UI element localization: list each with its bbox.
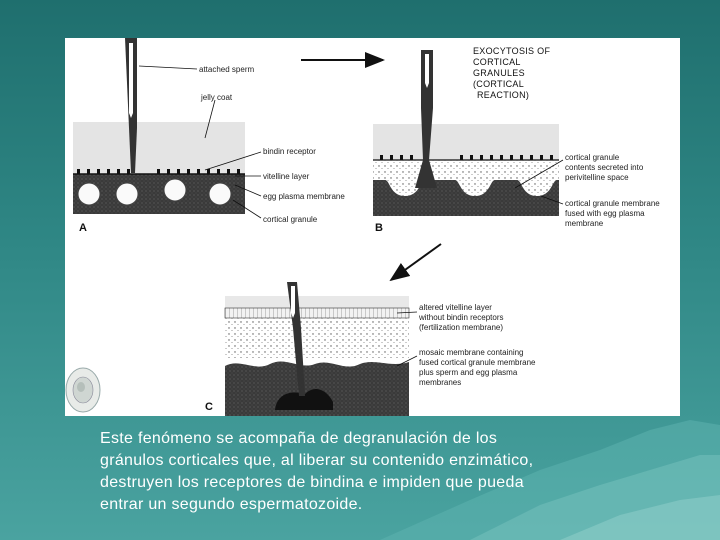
label-altered-layer-2: without bindin receptors	[419, 313, 504, 322]
label-mosaic-3: plus sperm and egg plasma	[419, 368, 518, 377]
panel-b	[373, 46, 660, 234]
header-line-5: REACTION)	[477, 90, 530, 100]
label-granule-contents-1: cortical granule	[565, 153, 620, 162]
label-granule-membrane-3: membrane	[565, 219, 604, 228]
label-vitelline-layer: vitelline layer	[263, 172, 310, 181]
caption-line-1: Este fenómeno se acompaña de degranulación de los	[100, 430, 498, 447]
egg-emblem-icon	[66, 368, 100, 412]
panel-c	[205, 282, 536, 416]
header-line-2: CORTICAL	[473, 57, 521, 67]
label-mosaic-2: fused cortical granule membrane	[419, 358, 536, 367]
label-jelly-coat: jelly coat	[201, 93, 233, 102]
panel-a-letter: A	[79, 222, 87, 234]
panel-b-letter: B	[375, 222, 383, 234]
label-granule-membrane-2: fused with egg plasma	[565, 209, 645, 218]
header-line-1: EXOCYTOSIS OF	[473, 46, 551, 56]
caption-line-3: destruyen los receptores de bindina e impiden que pueda	[100, 474, 524, 491]
panel-a	[73, 38, 345, 234]
label-cortical-granule: cortical granule	[263, 215, 318, 224]
caption-text	[100, 428, 660, 516]
label-mosaic-1: mosaic membrane containing	[419, 348, 524, 357]
label-bindin-receptor: bindin receptor	[263, 147, 316, 156]
panel-b-header	[473, 46, 550, 100]
header-line-4: (CORTICAL	[473, 79, 525, 89]
label-altered-layer-1: altered vitelline layer	[419, 303, 492, 312]
label-mosaic-4: membranes	[419, 378, 462, 387]
fertilization-diagram	[65, 38, 680, 416]
arrow-b-to-c	[391, 244, 441, 280]
label-granule-contents-2: contents secreted into	[565, 163, 644, 172]
label-attached-sperm: attached sperm	[199, 65, 255, 74]
label-egg-plasma-membrane: egg plasma membrane	[263, 192, 345, 201]
label-granule-membrane-1: cortical granule membrane	[565, 199, 660, 208]
header-line-3: GRANULES	[473, 68, 525, 78]
label-altered-layer-3: (fertilization membrane)	[419, 323, 504, 332]
label-granule-contents-3: perivitelline space	[565, 173, 629, 182]
panel-c-letter: C	[205, 401, 213, 413]
caption-line-4: entrar un segundo espermatozoide.	[100, 496, 363, 513]
caption-line-2: gránulos corticales que, al liberar su contenido enzimático,	[100, 452, 534, 469]
